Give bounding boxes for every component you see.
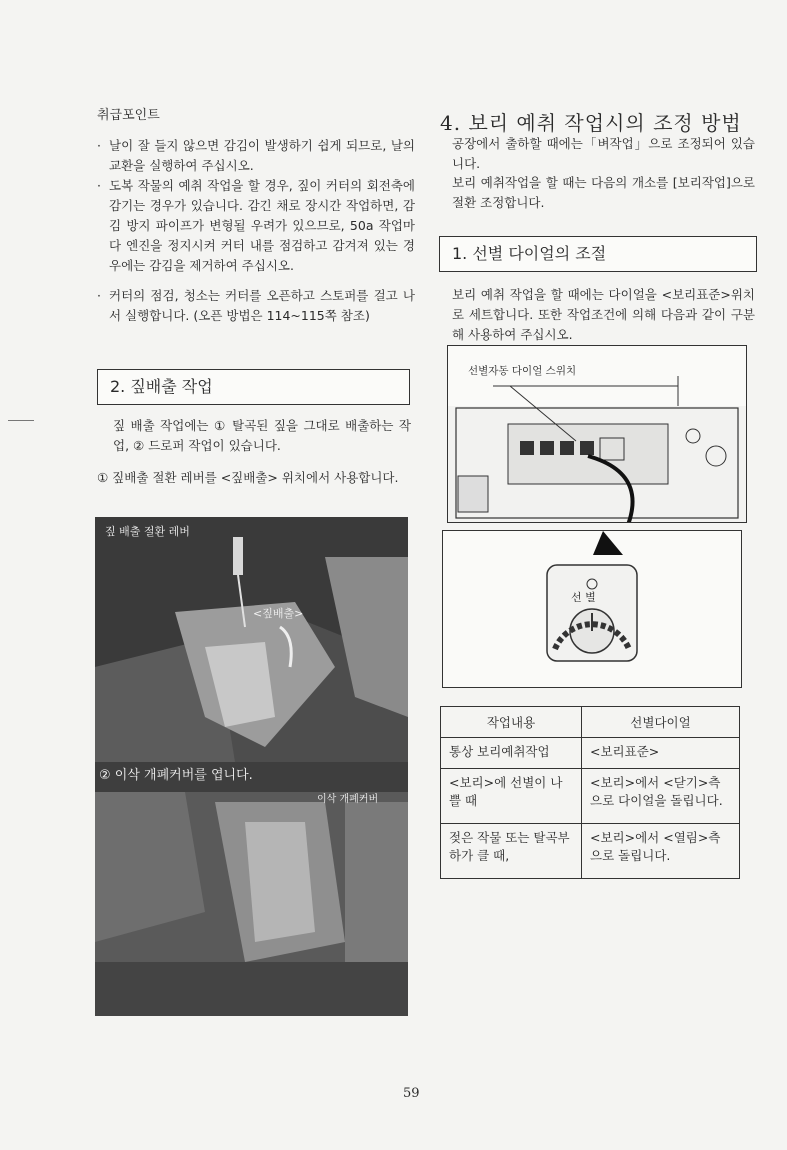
tip-text: 날이 잘 들지 않으면 감김이 발생하기 쉽게 되므로, 날의 교환을 실행하여 주십시오. <box>109 138 415 173</box>
section-4-paragraph-2: 보리 예취작업을 할 때는 다음의 개소를 [보리작업]으로 절환 조정합니다. <box>452 175 755 210</box>
table-cell: <보리표준> <box>582 738 740 769</box>
table-cell: <보리>에 선별이 나쁠 때 <box>441 769 582 824</box>
section-2-intro: 짚 배출 작업에는 ① 탈곡된 짚을 그대로 배출하는 작업, ② 드로퍼 작업이 있습니다. <box>113 418 411 453</box>
selection-dial-illustration <box>443 531 741 687</box>
tip-text: 커터의 점검, 청소는 커터를 오픈하고 스토퍼를 걸고 나서 실행합니다. (오픈 방법은 114~115쪽 참조) <box>109 288 415 323</box>
table-cell: 통상 보리예취작업 <box>441 738 582 769</box>
photo-2-caption: ② 이삭 개폐커버를 엽니다. <box>99 768 253 783</box>
table-cell: <보리>에서 <닫기>측으로 다이얼을 돌립니다. <box>582 769 740 824</box>
section-4-title: 4. 보리 예취 작업시의 조정 방법 <box>440 111 742 135</box>
dial-label: 선 별 <box>571 591 596 604</box>
page-number: 59 <box>403 1086 420 1101</box>
margin-mark <box>8 420 34 421</box>
dial-switch-label: 선별자동 다이얼 스위치 <box>468 365 577 377</box>
table-row <box>441 738 740 769</box>
step-1-text: ① 짚배출 절환 레버를 <짚배출> 위치에서 사용합니다. <box>97 470 399 485</box>
tip-bullet-2: · 도복 작물의 예취 작업을 할 경우, 짚이 커터의 회전축에 감기는 경우가 있습니다. 감긴 채로 장시간 작업하면, 감김 방지 파이프가 변형될 우려가 있으므로, 50a 작업마다 엔진을 정지시켜 커터 내를 점검하고 감겨져 있는 경우에는 감김을 제거하여 주십시오. <box>97 176 415 276</box>
table-header-row <box>441 707 740 738</box>
dial-settings-table <box>440 706 740 879</box>
table-header: 작업내용 <box>441 707 582 738</box>
control-panel-figure <box>447 345 747 523</box>
tip-text: 도복 작물의 예취 작업을 할 경우, 짚이 커터의 회전축에 감기는 경우가 있습니다. 감긴 채로 장시간 작업하면, 감김 방지 파이프가 변형될 우려가 있으므로, 50a 작업마다 엔진을 정지시켜 커터 내를 점검하고 감겨져 있는 경우에는 감김을 제거하여 주십시오. <box>109 178 415 273</box>
table-row <box>441 769 740 824</box>
tips-heading: 취급포인트 <box>97 108 160 123</box>
lever-label: 짚 배출 절환 레버 <box>105 525 190 538</box>
section-2-title: 2. 짚배출 작업 <box>97 369 410 405</box>
section-1-title: 1. 선별 다이얼의 조절 <box>439 236 757 272</box>
section-1-text: 보리 예취 작업을 할 때에는 다이얼을 <보리표준>위치로 세트합니다. 또한 작업조건에 의해 다음과 같이 구분해 사용하여 주십시오. <box>452 287 755 342</box>
section-4-paragraph-1: 공장에서 출하할 때에는「벼작업」으로 조정되어 있습니다. <box>452 136 755 171</box>
ear-cover-photo <box>95 762 408 1016</box>
ear-cover-label: 이삭 개폐커버 <box>317 794 379 805</box>
straw-discharge-label: <짚배출> <box>253 607 304 620</box>
straw-lever-photo <box>95 517 408 762</box>
table-cell: 젖은 작물 또는 탈곡부하가 클 때, <box>441 824 582 879</box>
table-header: 선별다이얼 <box>582 707 740 738</box>
dial-figure <box>442 530 742 688</box>
table-row <box>441 824 740 879</box>
tip-bullet-3: · 커터의 점검, 청소는 커터를 오픈하고 스토퍼를 걸고 나서 실행합니다. (오픈 방법은 114~115쪽 참조) <box>97 286 415 326</box>
tip-bullet-1: · 날이 잘 들지 않으면 감김이 발생하기 쉽게 되므로, 날의 교환을 실행하여 주십시오. <box>97 136 415 176</box>
table-cell: <보리>에서 <열림>측으로 돌립니다. <box>582 824 740 879</box>
straw-lever-illustration <box>95 517 408 762</box>
